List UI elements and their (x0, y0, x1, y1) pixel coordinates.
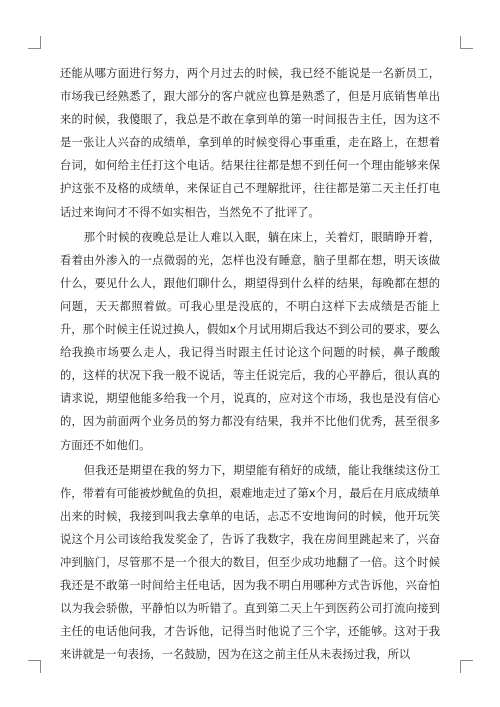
crop-mark-top-right (460, 36, 473, 49)
paragraph-2: 那个时候的夜晚总是让人难以入眠，躺在床上，关着灯，眼睛睁开着，看着由外渗入的一点微弱的光，怎样也没有睡意，脑子里都在想，明天该做什么，要见什么人，跟他们聊什么，期望得到什么样的结果，每晚都在想的问题，天天都照着做。可我心里是没底的，不明白这样下去成绩是否能上升，那个时候主任说过换人，假如x个月试用期后我达不到公司的要求，要么给我换市场要么走人，我记得当时跟主任讨论这个问题的时候，鼻子酸酸的，这样的状况下我一般不说话，等主任说完后，我的心平静后，很认真的请求说，期望他能多给我一个月，说真的，应对这个市场，我也是没有信心的，因为前面两个业务员的努力都没有结果，我并不比他们优秀，甚至很多方面还不如他们。 (60, 230, 440, 452)
paragraph-3: 但我还是期望在我的努力下，期望能有稍好的成绩，能让我继续这份工作，带着有可能被炒鱿鱼的负担，艰难地走过了第x个月，最后在月底成绩单出来的时候，我接到叫我去拿单的电话，忐忑不安地询问的时候，他开玩笑说这个月公司该给我发奖金了，告诉了我数字，我在房间里跳起来了，兴奋冲到脑门，尽管那不是一个很大的数目，但至少成功地翻了一倍。这个时候我还是不敢第一时间给主任电话，因为我不明白用哪种方式告诉他，兴奋怕以为我会骄傲，平静怕以为听错了。直到第二天上午到医药公司打流向接到主任的电话他问我，才告诉他，记得当时他说了三个字，还能够。这对于我来讲就是一句表扬，一名鼓励，因为在这之前主任从未表扬过我，所以 (60, 463, 440, 662)
crop-mark-bottom-left (28, 660, 41, 673)
crop-mark-top-left (28, 36, 41, 49)
crop-mark-bottom-right (460, 660, 473, 673)
body-text (60, 62, 440, 668)
paragraph-1: 还能从哪方面进行努力，两个月过去的时候，我已经不能说是一名新员工，市场我已经熟悉了，跟大部分的客户就应也算是熟悉了，但是月底销售单出来的时候，我傻眼了，我总是不敢在拿到单的第一时间报告主任，因为这不是一张让人兴奋的成绩单，拿到单的时候变得心事重重，走在路上，在想着台词，如何给主任打这个电话。结果往往都是想不到任何一个理由能够来保护这张不及格的成绩单，来保证自己不理解批评，往往都是第二天主任打电话过来询问才不得不如实相告，当然免不了批评了。 (60, 67, 440, 219)
